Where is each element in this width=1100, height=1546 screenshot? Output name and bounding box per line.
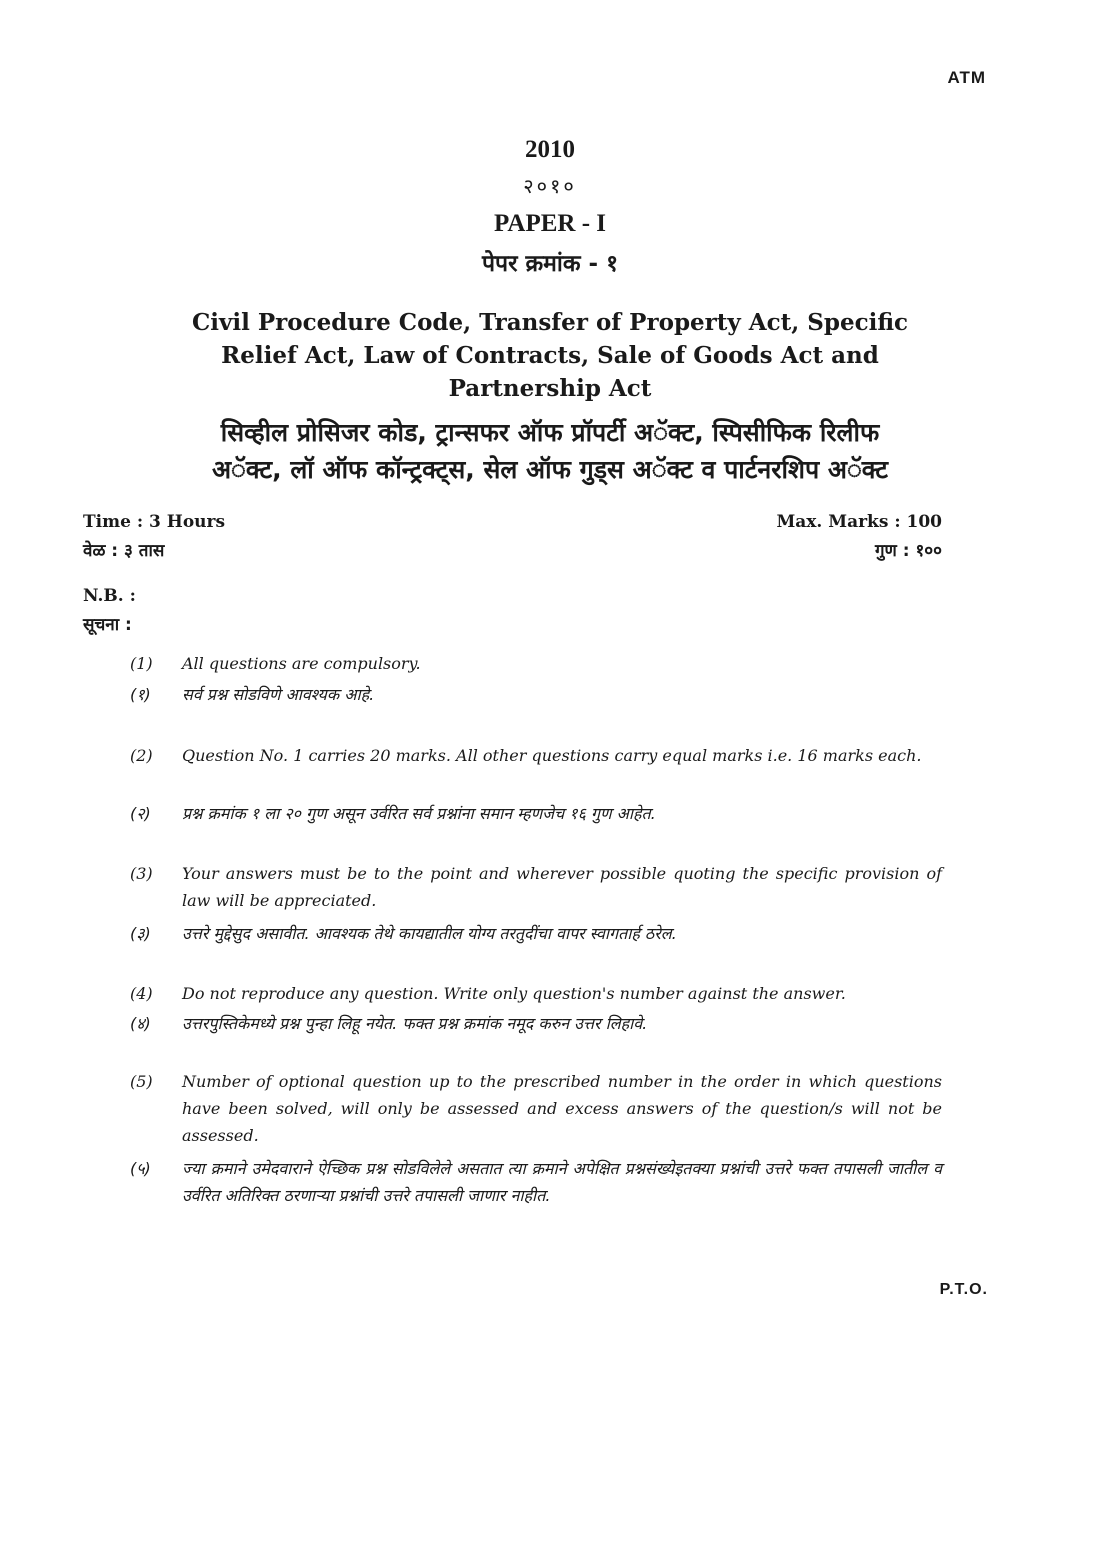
exam-year: 2010: [525, 136, 575, 163]
subject-title: [0, 306, 1100, 405]
instruction-item-marathi: [130, 1155, 942, 1209]
instruction-number-marathi: (३): [130, 924, 151, 943]
instruction-item: [130, 1068, 942, 1149]
instruction-item-marathi: [130, 920, 942, 947]
instruction-number-marathi: (१): [130, 685, 151, 704]
instruction-text: Your answers must be to the point and wherever possible quoting the specific provision of law will be appreciated.: [182, 864, 942, 910]
max-marks-marathi: गुण : १००: [874, 541, 942, 561]
instruction-text-marathi: उत्तरे मुद्देसुद असावीत. आवश्यक तेथे कायद्यातील योग्य तरतुदींचा वापर स्वागतार्ह ठरेल.: [182, 924, 677, 943]
subject-title-line: Relief Act, Law of Contracts, Sale of Goods Act and: [221, 342, 879, 369]
instruction-item: [130, 742, 942, 769]
exam-year-marathi: २०१०: [523, 174, 577, 198]
instruction-item-marathi: [130, 800, 942, 827]
instruction-item: [130, 860, 942, 914]
paper-number-marathi: पेपर क्रमांक - १: [481, 251, 619, 277]
notes-heading: N.B. :: [83, 586, 136, 606]
please-turn-over: P.T.O.: [939, 1281, 988, 1298]
time-allowed-marathi: वेळ : ३ तास: [83, 541, 165, 561]
notes-heading-marathi: सूचना :: [83, 615, 132, 635]
instruction-text: Number of optional question up to the prescribed number in the order in which questions have been solved, will only be assessed and excess answers of the question/s will not be assessed.: [182, 1072, 942, 1145]
instruction-number: (2): [130, 746, 153, 765]
instruction-item-marathi: [130, 681, 942, 708]
subject-title-line: Civil Procedure Code, Transfer of Property Act, Specific: [191, 309, 909, 336]
paper-code: ATM: [947, 68, 986, 87]
instruction-number: (5): [130, 1072, 153, 1091]
instruction-text-marathi: प्रश्न क्रमांक १ ला २० गुण असून उर्वरित सर्व प्रश्नांना समान म्हणजेच १६ गुण आहेत.: [182, 804, 656, 823]
subject-title-line: Partnership Act: [448, 375, 652, 402]
instruction-text: All questions are compulsory.: [182, 654, 421, 673]
paper-number: PAPER - I: [493, 210, 607, 237]
max-marks: Max. Marks : 100: [776, 512, 942, 532]
instruction-text: Do not reproduce any question. Write only question's number against the answer.: [182, 984, 846, 1003]
instruction-text: Question No. 1 carries 20 marks. All other questions carry equal marks i.e. 16 marks each.: [182, 746, 922, 765]
instruction-number: (4): [130, 984, 153, 1003]
instruction-item: [130, 650, 942, 677]
subject-title-marathi-line: सिव्हील प्रोसिजर कोड, ट्रान्सफर ऑफ प्रॉपर्टी अॅक्ट, स्पिसीफिक रिलीफ: [220, 418, 880, 447]
time-allowed: Time : 3 Hours: [83, 512, 226, 532]
instruction-text-marathi: ज्या क्रमाने उमेदवाराने ऐच्छिक प्रश्न सोडविलेले असतात त्या क्रमाने अपेक्षित प्रश्नसंख्येइतक्या प्रश्नांची उत्तरे फक्त तपासली जातील व उर्वरित अतिरिक्त ठरणाऱ्या प्रश्नांची उत्तरे तपासली जाणार नाहीत.: [182, 1159, 942, 1205]
instruction-item-marathi: [130, 1010, 942, 1037]
instruction-number-marathi: (४): [130, 1014, 151, 1033]
subject-title-marathi-line: अॅक्ट, लॉ ऑफ कॉन्ट्रक्ट्स, सेल ऑफ गुड्स अॅक्ट व पार्टनरशिप अॅक्ट: [211, 455, 889, 484]
instruction-number-marathi: (५): [130, 1159, 151, 1178]
instruction-text-marathi: सर्व प्रश्न सोडविणे आवश्यक आहे.: [182, 685, 375, 704]
subject-title-marathi: [0, 414, 1100, 488]
instruction-number-marathi: (२): [130, 804, 151, 823]
instruction-item: [130, 980, 942, 1007]
instruction-number: (1): [130, 654, 153, 673]
instruction-text-marathi: उत्तरपुस्तिकेमध्ये प्रश्न पुन्हा लिहू नयेत. फक्त प्रश्न क्रमांक नमूद करुन उत्तर लिहावे.: [182, 1014, 648, 1033]
instruction-number: (3): [130, 864, 153, 883]
